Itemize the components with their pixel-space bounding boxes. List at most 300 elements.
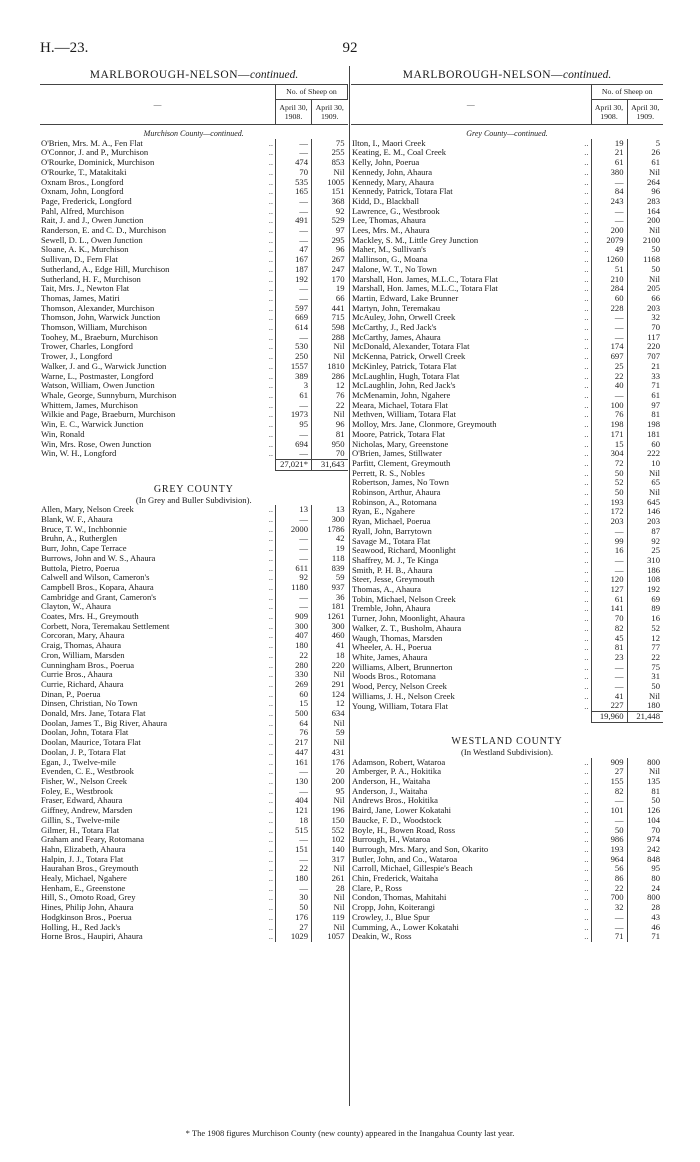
leader-dots: .. [268,835,273,845]
sheep-1908: 172 [591,507,627,517]
sheep-1908: 95 [276,420,312,430]
table-row [351,362,663,372]
leader-dots: .. [584,284,589,294]
sheep-1909: 71 [627,932,663,942]
sheep-1909: 140 [312,845,348,855]
sheep-1909: 92 [627,537,663,547]
column-separator [349,66,350,1106]
table-row [40,787,348,797]
sheep-1908: 21 [591,148,627,158]
leader-dots: .. [584,158,589,168]
sheep-1909: 69 [627,595,663,605]
owner-name-cell [351,459,591,469]
table-row [40,255,348,265]
sheep-1908: 300 [276,622,312,632]
sheep-1908: 530 [276,342,312,352]
table-row [351,826,663,836]
owner-name-cell [351,517,591,527]
table-row [40,534,348,544]
owner-name-cell [351,556,591,566]
owner-name-cell [351,168,591,178]
sheep-1908: 22 [591,884,627,894]
sheep-1909: Nil [627,692,663,702]
owner-name-cell [351,634,591,644]
continued-heading: Murchison County—continued. [143,129,244,138]
sheep-1908: 198 [591,420,627,430]
owner-name-cell [40,806,276,816]
right-sheep-table [351,84,663,942]
leader-dots: .. [584,245,589,255]
leader-dots: .. [584,893,589,903]
table-row [351,275,663,285]
leader-dots: .. [268,342,273,352]
owner-name: Amberger, P. A., Hokitika [352,767,442,777]
owner-name: Hahn, Elizabeth, Ahaura [41,844,126,854]
owner-name-cell [40,158,276,168]
sheep-1908: 986 [591,835,627,845]
table-row [40,207,348,217]
table-row [40,401,348,411]
table-row [40,362,348,372]
sheep-1908: 61 [591,595,627,605]
table-row [351,932,663,942]
sheep-1909: 368 [312,197,348,207]
leader-dots: .. [268,400,273,410]
sheep-1908: 22 [591,372,627,382]
table-row [40,265,348,275]
sheep-1908: 1029 [276,932,312,942]
sheep-1909: 176 [312,758,348,768]
sheep-1909: 19 [312,544,348,554]
sheep-1908: 228 [591,304,627,314]
owner-name: McDonald, Alexander, Totara Flat [352,342,470,352]
sheep-1908: — [591,216,627,226]
owner-name: Anderson, J., Waitaha [352,786,428,796]
sheep-1908: 909 [591,758,627,768]
owner-name: Evenden, C. E., Westbrook [41,767,134,777]
leader-dots: .. [584,565,589,575]
table-row [351,158,663,168]
table-row [351,352,663,362]
sheep-1909: 181 [627,430,663,440]
table-row [351,187,663,197]
owner-name: Dinsen, Christian, No Town [41,699,138,709]
table-row [351,614,663,624]
owner-name-cell [40,728,276,738]
sheep-1908: — [276,449,312,459]
sheep-1908: 3 [276,381,312,391]
owner-name-cell [40,670,276,680]
sheep-1908: — [276,333,312,343]
table-row [40,593,348,603]
sheep-1908: 407 [276,631,312,641]
table-row [40,381,348,391]
sheep-1909: 65 [627,478,663,488]
right-column [351,66,663,942]
table-row [40,323,348,333]
owner-name: Marshall, Hon. James, M.L.C., Totara Flat [352,274,498,284]
owner-name: Whale, George, Sunnyburn, Murchison [41,390,177,400]
owner-name: Chin, Frederick, Waitaha [352,874,439,884]
table-row [351,806,663,816]
table-row [40,333,348,343]
sheep-1908: 25 [591,362,627,372]
leader-dots: .. [268,177,273,187]
leader-dots: .. [584,815,589,825]
table-row [40,864,348,874]
sheep-1908: 92 [276,573,312,583]
sheep-1908: 474 [276,158,312,168]
leader-dots: .. [268,293,273,303]
owner-name: Baucke, F. D., Woodstock [352,815,442,825]
leader-dots: .. [268,699,273,709]
sheep-1908: 597 [276,304,312,314]
table-row [351,420,663,430]
owner-name-cell [40,855,276,865]
leader-dots: .. [584,507,589,517]
owner-name-cell [351,864,591,874]
table-row [40,449,348,459]
owner-name: Turner, John, Moonlight, Ahaura [352,614,465,624]
sheep-1908: 13 [276,505,312,515]
owner-name-cell [40,923,276,933]
owner-name-cell [40,690,276,700]
leader-dots: .. [268,303,273,313]
owner-name: Thomson, John, Warwick Junction [41,313,161,323]
owner-name: Halpin, J. J., Totara Flat [41,854,124,864]
leader-dots: .. [268,563,273,573]
owner-name-cell [351,420,591,430]
owner-name-cell [351,874,591,884]
sheep-1909: 310 [627,556,663,566]
sheep-1908: — [591,333,627,343]
table-row [40,372,348,382]
owner-name: Hill, S., Omoto Road, Grey [41,893,136,903]
owner-name-cell [40,284,276,294]
leader-dots: .. [268,602,273,612]
leader-dots: .. [584,332,589,342]
sheep-1908: — [276,534,312,544]
owner-name-cell [40,178,276,188]
owner-name-cell [40,709,276,719]
table-row [351,488,663,498]
owner-name: Currie Bros., Ahaura [41,670,113,680]
leader-dots: .. [268,534,273,544]
owner-name: Gilmer, H., Totara Flat [41,825,120,835]
leader-dots: .. [268,786,273,796]
owner-name: Win, Mrs. Rose, Owen Junction [41,439,152,449]
table-row [40,816,348,826]
sheep-1908: — [276,226,312,236]
table-row [351,430,663,440]
leader-dots: .. [584,488,589,498]
county-subdivision: (In Westland Subdivision). [460,747,553,757]
sheep-1908: 101 [591,806,627,816]
sheep-1908: 151 [276,845,312,855]
section-heading-row [40,483,348,496]
leader-dots: .. [584,410,589,420]
spacer-row [40,470,348,483]
owner-name-cell [40,816,276,826]
leader-dots: .. [584,555,589,565]
leader-dots: .. [584,400,589,410]
leader-dots: .. [268,206,273,216]
owner-name-cell [40,525,276,535]
owner-name: Waugh, Thomas, Marsden [352,633,443,643]
leader-dots: .. [268,216,273,226]
sheep-1908: 23 [591,653,627,663]
sheep-1908: — [276,787,312,797]
leader-dots: .. [584,546,589,556]
sheep-1908: 61 [276,391,312,401]
sheep-1908: 165 [276,187,312,197]
owner-name: Sullivan, D., Fern Flat [41,255,118,265]
table-row [40,525,348,535]
sheep-1908: — [276,884,312,894]
col-1908-header: April 30, 1908. [591,100,627,125]
leader-dots: .. [584,478,589,488]
sheep-1909: 61 [627,158,663,168]
total-1909: 21,448 [627,712,663,723]
owner-name: Nicholas, Mary, Greenstone [352,439,449,449]
leader-dots: .. [584,361,589,371]
table-row [351,634,663,644]
sheep-1909: Nil [627,767,663,777]
table-row [40,709,348,719]
sheep-1908: — [591,566,627,576]
sheep-1908: 52 [591,478,627,488]
owner-name-cell [351,255,591,265]
sheep-1909: 70 [312,449,348,459]
sheep-1908: 15 [591,440,627,450]
owner-name: Perrett, R. S., Nobles [352,468,425,478]
sheep-1908: 491 [276,216,312,226]
owner-name-cell [351,284,591,294]
table-row [351,401,663,411]
leader-dots: .. [584,148,589,158]
table-row [351,796,663,806]
leader-dots: .. [268,255,273,265]
owner-name-cell [40,362,276,372]
sheep-1909: Nil [312,893,348,903]
table-row [40,342,348,352]
leader-dots: .. [584,517,589,527]
owner-name: McKinley, Patrick, Totara Flat [352,361,457,371]
owner-name: Anderson, H., Waitaha [352,777,431,786]
owner-name: Wheeler, A. H., Poerua [352,643,432,653]
table-row [351,207,663,217]
leader-dots: .. [584,138,589,148]
table-row [40,236,348,246]
sheep-1909: 102 [312,835,348,845]
sheep-1909: Nil [627,488,663,498]
owner-name-cell [351,566,591,576]
owner-name: Marshall, Hon. James, M.L.C., Totara Flat [352,284,498,294]
table-row [351,527,663,537]
table-row [40,148,348,158]
owner-name: Healy, Michael, Ngahere [41,874,127,884]
table-row [40,903,348,913]
sheep-1909: 32 [627,313,663,323]
leader-dots: .. [268,641,273,651]
county-subdivision: (In Grey and Buller Subdivision). [135,495,252,505]
owner-name: Molloy, Mrs. Jane, Clonmore, Greymouth [352,420,497,430]
total-label-cell [40,459,276,470]
owner-name-cell [351,653,591,663]
sheep-1909: 28 [312,884,348,894]
sheep-1909: 20 [312,767,348,777]
owner-name: Thomson, Alexander, Murchison [41,303,155,313]
leader-dots: .. [268,777,273,786]
table-row [40,187,348,197]
sheep-1909: 36 [312,593,348,603]
sheep-1908: 27 [591,767,627,777]
table-row [351,469,663,479]
owner-name: Young, William, Totara Flat [352,701,448,711]
owner-name-cell [351,362,591,372]
sheep-1909: 255 [312,148,348,158]
sheep-1909: 43 [627,913,663,923]
table-row [40,806,348,816]
table-row [351,372,663,382]
sheep-1908: 40 [591,381,627,391]
sheep-1909: 10 [627,459,663,469]
sheep-1908: 280 [276,661,312,671]
owner-name: Kennedy, John, Ahaura [352,167,433,177]
table-row [351,498,663,508]
sheep-1909: 108 [627,575,663,585]
table-row [351,624,663,634]
owner-name: Burr, John, Cape Terrace [41,544,127,554]
leader-dots: .. [268,709,273,719]
sheep-1909: Nil [627,168,663,178]
sheep-1909: 151 [312,187,348,197]
leader-dots: .. [268,689,273,699]
table-row [40,738,348,748]
leader-dots: .. [584,371,589,381]
owner-name: Blank, W. F., Ahaura [41,515,113,525]
sheep-1908: 389 [276,372,312,382]
sheep-1908: — [591,672,627,682]
sheep-1908: — [591,682,627,692]
sheep-1909: Nil [312,352,348,362]
sheep-1909: 848 [627,855,663,865]
sheep-1908: 515 [276,826,312,836]
owner-name-cell [40,372,276,382]
sheep-1909: 192 [627,585,663,595]
leader-dots: .. [268,612,273,622]
table-row [351,682,663,692]
sheep-1909: 50 [627,682,663,692]
owner-name-cell [351,342,591,352]
leader-dots: .. [268,235,273,245]
owner-name-cell [351,826,591,836]
sheep-1909: 75 [312,139,348,149]
sheep-1909: 95 [312,787,348,797]
sheep-1909: 286 [312,372,348,382]
owner-name-cell [40,401,276,411]
total-1908: 27,021* [276,459,312,470]
leader-dots: .. [584,264,589,274]
leader-dots: .. [268,757,273,767]
owner-name: Bruhn, A., Rutherglen [41,534,117,544]
owner-name: Crowley, J., Blue Spur [352,912,430,922]
owner-name: Toohey, M., Braeburn, Murchison [41,332,158,342]
owner-name-cell [351,893,591,903]
owner-name-cell [351,304,591,314]
sheep-1908: 22 [276,864,312,874]
owner-name: Boyle, H., Bowen Road, Ross [352,825,456,835]
owner-name: Warne, L., Postmaster, Longford [41,371,154,381]
owner-name: Trower, J., Longford [41,352,113,362]
owner-name: Smith, P. H. B., Ahaura [352,565,433,575]
table-row [351,537,663,547]
owner-name: Malone, W. T., No Town [352,264,437,274]
table-row [40,893,348,903]
table-row [40,728,348,738]
leader-dots: .. [268,912,273,922]
owner-name-cell [40,294,276,304]
sheep-1909: 300 [312,622,348,632]
sheep-1909: 937 [312,583,348,593]
owner-name-cell [351,275,591,285]
leader-dots: .. [584,342,589,352]
total-label-cell [351,712,591,723]
sheep-1909: 295 [312,236,348,246]
owner-name: Hines, Philip John, Ahaura [41,903,134,913]
table-row [40,767,348,777]
owner-name: Holling, H., Red Jack's [41,922,121,932]
table-row [351,672,663,682]
owner-name-cell [351,323,591,333]
leader-dots: .. [268,148,273,158]
sheep-1909: 80 [627,874,663,884]
owner-name-cell [40,564,276,574]
leader-dots: .. [584,614,589,624]
sheep-1908: 50 [591,488,627,498]
report-code: H.—23. [40,40,89,56]
owner-name: Clare, P., Ross [352,883,402,893]
sheep-1909: 135 [627,777,663,787]
owner-name-cell [351,478,591,488]
owner-name: Thomson, William, Murchison [41,323,147,333]
sheep-1909: 222 [627,449,663,459]
sheep-1908: 611 [276,564,312,574]
owner-name: Martyn, John, Teremakau [352,303,441,313]
leader-dots: .. [268,439,273,449]
name-column-header: — [40,85,276,125]
leader-dots: .. [268,264,273,274]
owner-name-cell [351,575,591,585]
table-row [351,701,663,711]
sheep-1909: Nil [627,275,663,285]
sheep-1908: 700 [591,893,627,903]
table-row [40,835,348,845]
leader-dots: .. [268,854,273,864]
sheep-1909: Nil [627,469,663,479]
table-row [40,544,348,554]
sheep-1908: 19 [591,139,627,149]
sheep-1909: 800 [627,758,663,768]
leader-dots: .. [584,922,589,932]
leader-dots: .. [268,922,273,932]
sheep-1908: 86 [591,874,627,884]
sheep-1908: 614 [276,323,312,333]
sheep-1909: 1261 [312,612,348,622]
table-row [351,333,663,343]
section-subheading-row [351,748,663,758]
leader-dots: .. [268,274,273,284]
